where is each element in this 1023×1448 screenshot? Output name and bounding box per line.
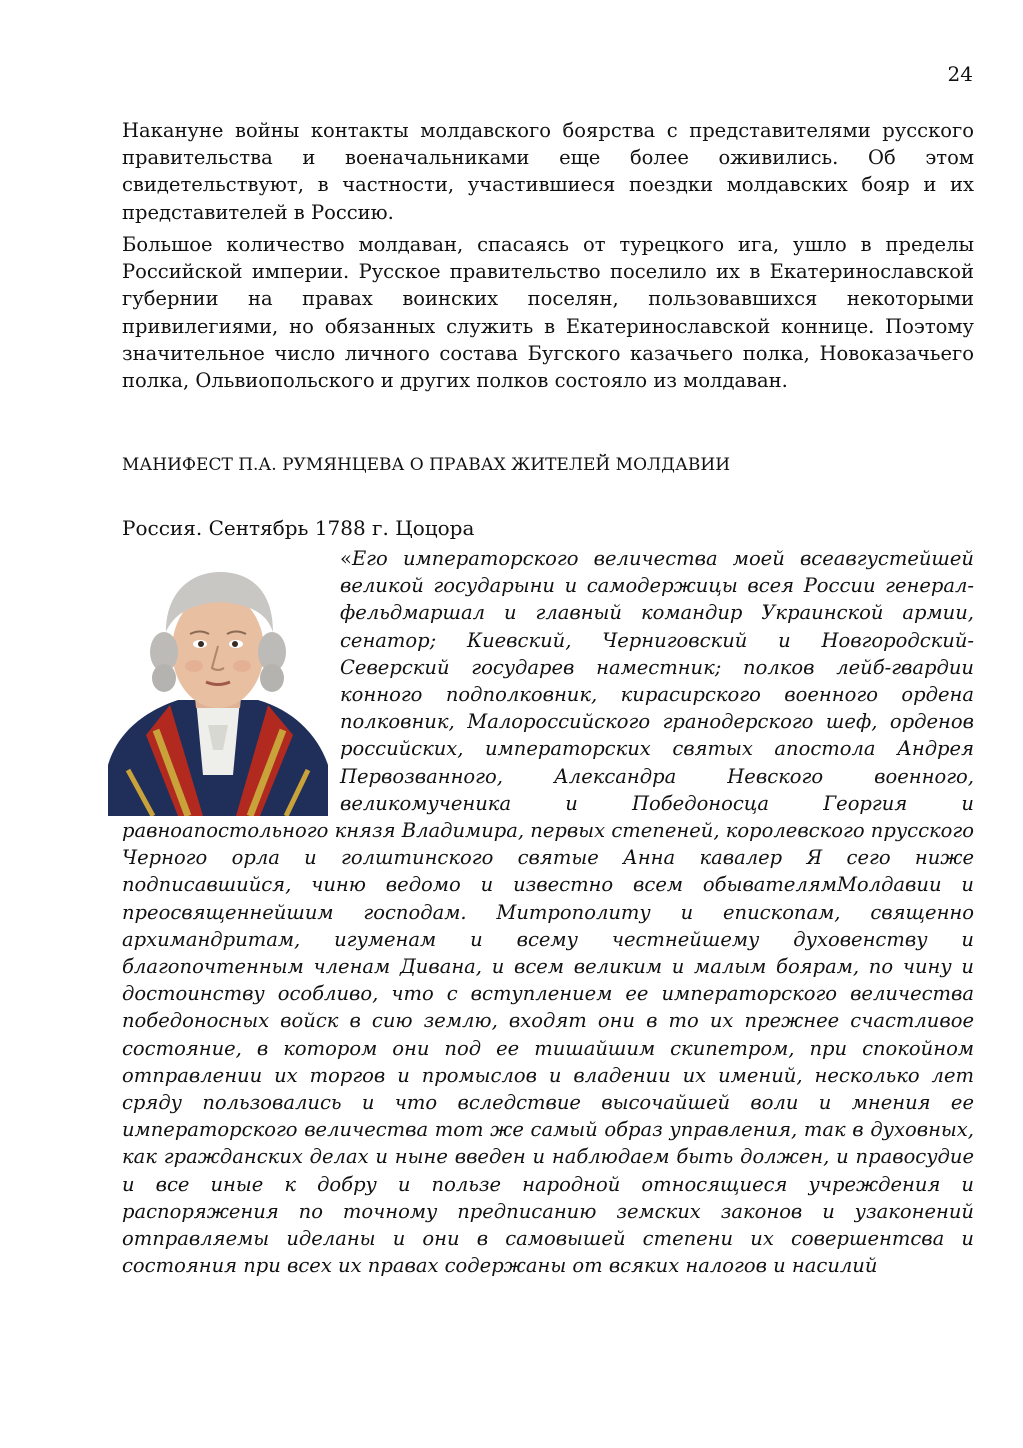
section-heading: МАНИФЕСТ П.А. РУМЯНЦЕВА О ПРАВАХ ЖИТЕЛЕЙ МОЛДАВИИ <box>122 455 731 475</box>
paragraph-2: Большое количество молдаван, спасаясь от турецкого ига, ушло в пределы Российской империи. Русское правительство поселило их в Екатеринославской губернии на правах воинских поселян, пользовавшихся некоторыми привилегиями, но обязанных служить в Екатеринославской коннице. Поэтому значительное число личного состава Бугского казачьего полка, Новоказачьего полка, Ольвиопольского и других полков состояло из молдаван. <box>122 233 974 393</box>
paragraph-1: Накануне войны контакты молдавского боярства с представителями русского правительства и военачальниками еще более оживились. Об этом свидетельствуют, в частности, участившиеся поездки молдавских бояр и их представителей в Россию. <box>122 119 974 224</box>
document-source-line: Россия. Сентябрь 1788 г. Цоцора <box>122 516 475 540</box>
quote-open-mark: « <box>340 547 352 570</box>
quote-text: Его императорского величества моей всеавгустейшей великой государыни и самодержицы всея России генерал-фельдмаршал и главный командир Украинской армии, сенатор; Киевский, Черниговский и Новгородский-Северский государев наместник; полков лейб-гвардии конного подполковник, кирасирского военного ордена полковник, Малороссийского гранодерского шеф, орденов российских, императорских святых апостола Андрея Первозванного, Александра Невского военного, великомученика и Победоносца Георгия и равноапостольного князя Владимира, первых степеней, королевского прусского Черного орла и голштинского святые Анна кавалер Я сего ниже подписавшийся, чиню ведомо и известно всем обывателямМолдавии и преосвященнейшим господам. Митрополиту и епископам, священно архимандритам, игуменам и всему честнейшему духовенству и благопочтенным членам Дивана, и всем великим и малым боярам, по чину и достоинству особливо, что с вступлением ее императорского величества победоносных войск в сию землю, входят они в то их прежнее счастливое состояние, в котором они под ее тишайшим скипетром, при спокойном отправлении их торгов и промыслов и владении их имений, несколько лет сряду пользовались и что вследствие высочайшей воли и мнения ее императорского величества тот же самый образ управления, так в духовных, как гражданских делах и ныне введен и наблюдаем быть должен, и правосудие и все иные к добру и пользе народной относящиеся учреждения и распоряжения по точному предписанию земских законов и узаконений отправляемы иделаны и они в самовышей степени их совершентсва и состояния при всех их правах содержаны от всяких налогов и насилий <box>122 547 974 1278</box>
manifest-quote <box>122 545 974 1279</box>
page-number: 24 <box>947 62 973 86</box>
portrait-spacer <box>122 545 340 817</box>
